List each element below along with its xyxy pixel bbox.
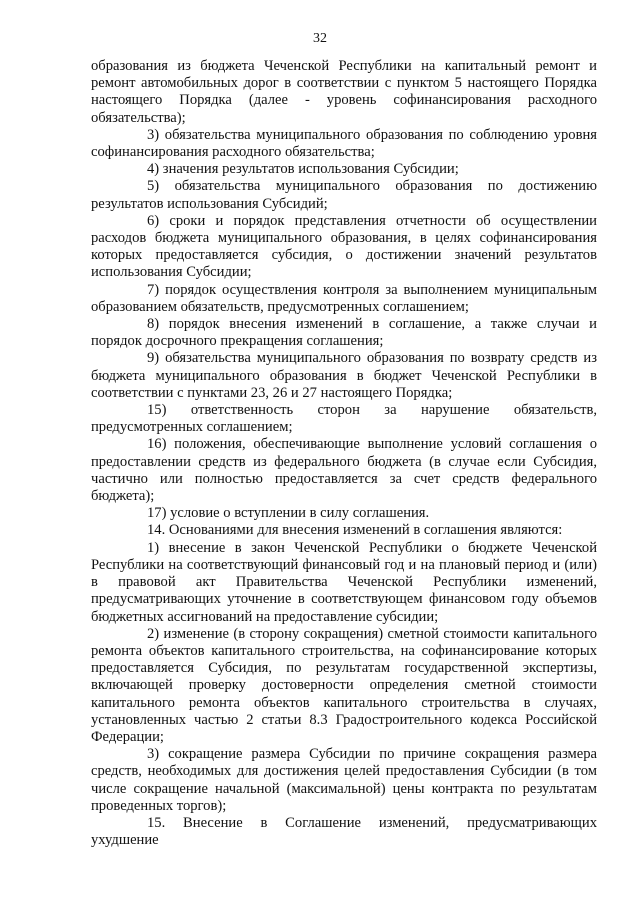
paragraph: 2) изменение (в сторону сокращения) сметной стоимости капитального ремонта объектов капитального строительства, на софинансирование которых предоставляется Субсидия, по результатам государственной экспертизы, включающей проверку достоверности определения сметной стоимости капитального ремонта объектов капитального строительства в случаях, установленных частью 2 статьи 8.3 Градостроительного кодекса Российской Федерации; xyxy=(91,625,597,745)
paragraph: 15) ответственность сторон за нарушение обязательств, предусмотренных соглашением; xyxy=(91,402,597,436)
paragraph: 17) условие о вступлении в силу соглашения. xyxy=(147,505,430,522)
paragraph: 15. Внесение в Соглашение изменений, предусматривающих ухудшение xyxy=(91,814,597,849)
page-number: 32 xyxy=(313,31,327,46)
document-body xyxy=(91,58,597,849)
paragraph: 14. Основаниями для внесения изменений в соглашения являются: xyxy=(147,522,563,539)
paragraph: 5) обязательства муниципального образования по достижению результатов использования Субсидий; xyxy=(91,178,597,212)
paragraph: 8) порядок внесения изменений в соглашение, а также случаи и порядок досрочного прекращения соглашения; xyxy=(91,316,597,350)
paragraph: образования из бюджета Чеченской Республики на капитальный ремонт и ремонт автомобильных дорог в соответствии с пунктом 5 настоящего Порядка настоящего Порядка (далее - уровень софинансирования расходного обязательства); xyxy=(91,58,597,126)
paragraph: 3) обязательства муниципального образования по соблюдению уровня софинансирования расходного обязательства; xyxy=(91,126,597,161)
paragraph: 4) значения результатов использования Субсидии; xyxy=(147,161,459,178)
paragraph: 3) сокращение размера Субсидии по причине сокращения размера средств, необходимых для достижения целей предоставления Субсидии (в том числе сокращение начальной (максимальной) цены контракта по результатам проведенных торгов); xyxy=(91,746,597,814)
paragraph: 16) положения, обеспечивающие выполнение условий соглашения о предоставлении средств из федерального бюджета (в случае если Субсидия, частично или полностью предоставляется за счет средств федерального бюджета); xyxy=(91,436,597,505)
paragraph: 6) сроки и порядок представления отчетности об осуществлении расходов бюджета муниципального образования, в целях софинансирования которых предоставляется субсидия, о достижении значений результатов использования Субсидии; xyxy=(91,212,597,281)
paragraph: 1) внесение в закон Чеченской Республики о бюджете Чеченской Республики на соответствующий финансовый год и на плановый период и (или) в правовой акт Правительства Чеченской Республики изменений, предусматривающих уточнение в соответствующем финансовом году объемов бюджетных ассигнований на предоставление субсидии; xyxy=(91,539,597,625)
paragraph: 9) обязательства муниципального образования по возврату средств из бюджета муниципального образования в бюджет Чеченской Республики в соответствии с пунктами 23, 26 и 27 настоящего Порядка; xyxy=(91,350,597,401)
paragraph: 7) порядок осуществления контроля за выполнением муниципальным образованием обязательств, предусмотренных соглашением; xyxy=(91,281,597,315)
